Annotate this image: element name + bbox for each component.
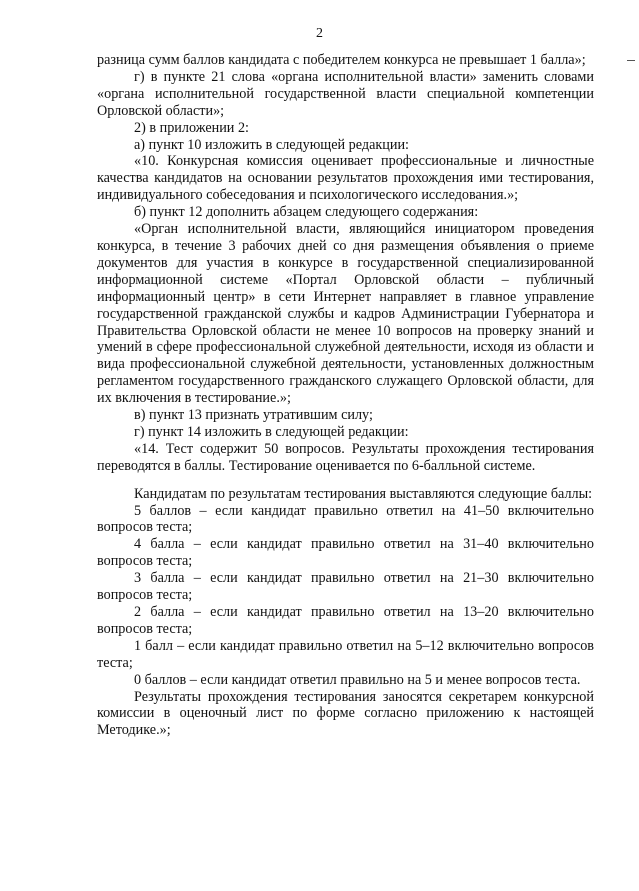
paragraph-p07: «Орган исполнительной власти, являющийся инициатором проведения конкурса, в течение 3 рабочих дней со дня размещения объявления о приеме документов для участия в конкурсе в государственной специализированной информационной системе «Портал Орловской области – публичный информационный центр» в сети Интернет направляет в главное управление государственной гражданской службы и кадров Администрации Губернатора и Правительства Орловской области не менее 10 вопросов на проверку знаний и умений в сфере профессиональной служебной деятельности, исходя из области и вида профессиональной служебной деятельности, установленных должностным регламентом государственного гражданского служащего Орловской области, для их включения в тестирование.»; xyxy=(97,221,594,407)
paragraph-p17: 0 баллов – если кандидат ответил правильно на 5 и менее вопросов теста. xyxy=(134,671,581,688)
paragraph-p06: б) пункт 12 дополнить абзацем следующего содержания: xyxy=(134,204,479,221)
paragraph-p09: г) пункт 14 изложить в следующей редакции: xyxy=(134,423,409,440)
paragraph-p13: 4 балла – если кандидат правильно ответил на 31–40 включительно вопросов теста; xyxy=(97,536,594,570)
paragraph-p03: 2) в приложении 2: xyxy=(134,119,249,136)
paragraph-p16: 1 балл – если кандидат правильно ответил на 5–12 включительно вопросов теста; xyxy=(97,637,594,671)
paragraph-p04: а) пункт 10 изложить в следующей редакции: xyxy=(134,136,409,153)
paragraph-p15: 2 балла – если кандидат правильно ответил на 13–20 включительно вопросов теста; xyxy=(97,604,594,637)
page-number: 2 xyxy=(316,26,323,41)
paragraph-p18: Результаты прохождения тестирования заносятся секретарем конкурсной комиссии в оценочный лист по форме согласно приложению к настоящей Методике.»; xyxy=(97,688,594,739)
paragraph-p01: разница сумм баллов кандидата с победителем конкурса не превышает 1 балла»; xyxy=(97,52,586,68)
paragraph-p08: в) пункт 13 признать утратившим силу; xyxy=(134,407,373,424)
edge-mark xyxy=(627,60,635,61)
paragraph-p11: Кандидатам по результатам тестирования выставляются следующие баллы: xyxy=(134,485,593,502)
paragraph-p05: «10. Конкурсная комиссия оценивает профессиональные и личностные качества кандидатов на основании результатов прохождения ими тестирования, индивидуального собеседования и психологического исследования.»; xyxy=(97,153,594,204)
paragraph-p14: 3 балла – если кандидат правильно ответил на 21–30 включительно вопросов теста; xyxy=(97,570,594,604)
paragraph-p02: г) в пункте 21 слова «органа исполнительной власти» заменить словами «органа исполнительной государственной власти специальной компетенции Орловской области»; xyxy=(97,68,594,119)
paragraph-p12: 5 баллов – если кандидат правильно ответил на 41–50 включительно вопросов теста; xyxy=(97,502,594,536)
document-body xyxy=(97,52,594,739)
paragraph-p10: «14. Тест содержит 50 вопросов. Результаты прохождения тестирования переводятся в баллы. Тестирование оценивается по 6-балльной системе. xyxy=(97,440,594,474)
